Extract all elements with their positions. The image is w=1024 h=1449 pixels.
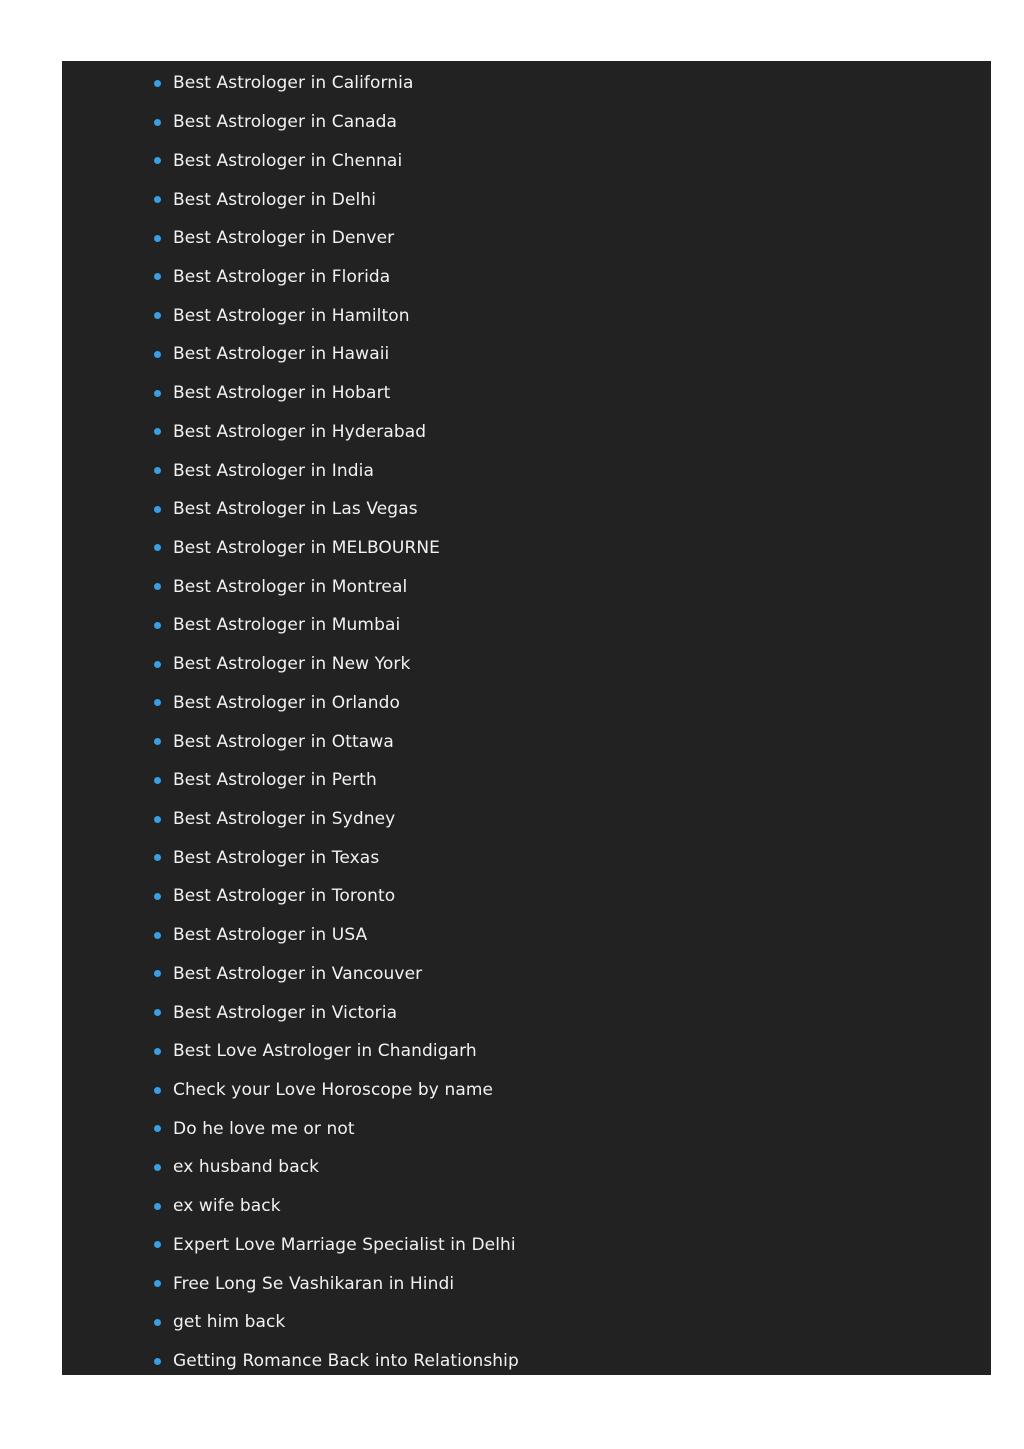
bullet-icon (154, 157, 161, 164)
list-link[interactable]: Best Astrologer in Orlando (173, 692, 400, 713)
bullet-icon (154, 351, 161, 358)
list-item (154, 141, 519, 180)
bullet-icon (154, 506, 161, 513)
list-link[interactable]: Best Astrologer in Florida (173, 266, 391, 287)
list-item (154, 761, 519, 800)
list-item (154, 645, 519, 684)
list-item (154, 1226, 519, 1265)
list-item (154, 838, 519, 877)
bullet-icon (154, 932, 161, 939)
links-panel (62, 61, 991, 1375)
bullet-icon (154, 816, 161, 823)
bullet-icon (154, 1319, 161, 1326)
list-item (154, 684, 519, 723)
list-item (154, 374, 519, 413)
list-link[interactable]: Best Astrologer in Texas (173, 847, 380, 868)
bullet-icon (154, 80, 161, 87)
list-item (154, 180, 519, 219)
list-link[interactable]: Best Astrologer in Hamilton (173, 305, 410, 326)
bullet-icon (154, 583, 161, 590)
list-item (154, 567, 519, 606)
bullet-icon (154, 467, 161, 474)
bullet-icon (154, 661, 161, 668)
list-link[interactable]: Best Astrologer in Perth (173, 770, 377, 791)
list-item (154, 103, 519, 142)
list-item (154, 955, 519, 994)
bullet-icon (154, 390, 161, 397)
bullet-icon (154, 1164, 161, 1171)
bullet-icon (154, 273, 161, 280)
list-link[interactable]: Free Long Se Vashikaran in Hindi (173, 1273, 455, 1294)
list-item (154, 335, 519, 374)
bullet-icon (154, 1048, 161, 1055)
bullet-icon (154, 699, 161, 706)
bullet-icon (154, 1087, 161, 1094)
bullet-icon (154, 777, 161, 784)
list-item (154, 1264, 519, 1303)
bullet-icon (154, 970, 161, 977)
list-link[interactable]: Do he love me or not (173, 1118, 355, 1139)
list-item (154, 490, 519, 529)
list-link[interactable]: Expert Love Marriage Specialist in Delhi (173, 1234, 516, 1255)
bullet-icon (154, 1125, 161, 1132)
list-item (154, 451, 519, 490)
list-item (154, 1342, 519, 1381)
bullet-icon (154, 1203, 161, 1210)
list-item (154, 1187, 519, 1226)
list-item (154, 258, 519, 297)
bullet-icon (154, 738, 161, 745)
list-link[interactable]: Best Astrologer in Vancouver (173, 963, 423, 984)
list-link[interactable]: Best Astrologer in Delhi (173, 189, 377, 210)
list-item (154, 800, 519, 839)
list-link[interactable]: ex wife back (173, 1196, 281, 1217)
list-link[interactable]: Getting Romance Back into Relationship (173, 1351, 519, 1372)
bullet-icon (154, 196, 161, 203)
list-link[interactable]: Best Astrologer in Chennai (173, 150, 403, 171)
list-item (154, 993, 519, 1032)
list-link[interactable]: get him back (173, 1312, 286, 1333)
bullet-icon (154, 1009, 161, 1016)
list-link[interactable]: Check your Love Horoscope by name (173, 1080, 494, 1101)
bullet-icon (154, 1358, 161, 1365)
list-link[interactable]: Best Astrologer in USA (173, 925, 368, 946)
list-link[interactable]: Best Astrologer in Mumbai (173, 615, 401, 636)
list-link[interactable]: Best Astrologer in Ottawa (173, 731, 394, 752)
list-link[interactable]: Best Love Astrologer in Chandigarh (173, 1041, 477, 1062)
list-link[interactable]: Best Astrologer in Hawaii (173, 344, 390, 365)
list-item (154, 606, 519, 645)
bullet-icon (154, 235, 161, 242)
list-link[interactable]: ex husband back (173, 1157, 320, 1178)
list-item (154, 64, 519, 103)
list-link[interactable]: Best Astrologer in Hobart (173, 383, 391, 404)
link-list (154, 64, 519, 1380)
list-item (154, 722, 519, 761)
list-item (154, 296, 519, 335)
list-item (154, 529, 519, 568)
list-link[interactable]: Best Astrologer in New York (173, 654, 411, 675)
list-item (154, 412, 519, 451)
bullet-icon (154, 544, 161, 551)
list-link[interactable]: Best Astrologer in Denver (173, 228, 395, 249)
list-link[interactable]: Best Astrologer in Toronto (173, 886, 396, 907)
bullet-icon (154, 1241, 161, 1248)
list-item (154, 1109, 519, 1148)
list-link[interactable]: Best Astrologer in California (173, 73, 414, 94)
bullet-icon (154, 1280, 161, 1287)
list-item (154, 1303, 519, 1342)
bullet-icon (154, 312, 161, 319)
bullet-icon (154, 622, 161, 629)
bullet-icon (154, 428, 161, 435)
list-link[interactable]: Best Astrologer in Hyderabad (173, 421, 427, 442)
list-item (154, 219, 519, 258)
list-item (154, 877, 519, 916)
list-link[interactable]: Best Astrologer in Victoria (173, 1002, 398, 1023)
list-link[interactable]: Best Astrologer in Las Vegas (173, 499, 418, 520)
bullet-icon (154, 854, 161, 861)
list-link[interactable]: Best Astrologer in Canada (173, 112, 398, 133)
list-item (154, 916, 519, 955)
list-link[interactable]: Best Astrologer in Montreal (173, 576, 408, 597)
list-item (154, 1148, 519, 1187)
list-link[interactable]: Best Astrologer in MELBOURNE (173, 537, 441, 558)
bullet-icon (154, 119, 161, 126)
list-item (154, 1032, 519, 1071)
bullet-icon (154, 893, 161, 900)
list-link[interactable]: Best Astrologer in India (173, 460, 375, 481)
list-item (154, 1071, 519, 1110)
list-link[interactable]: Best Astrologer in Sydney (173, 809, 396, 830)
